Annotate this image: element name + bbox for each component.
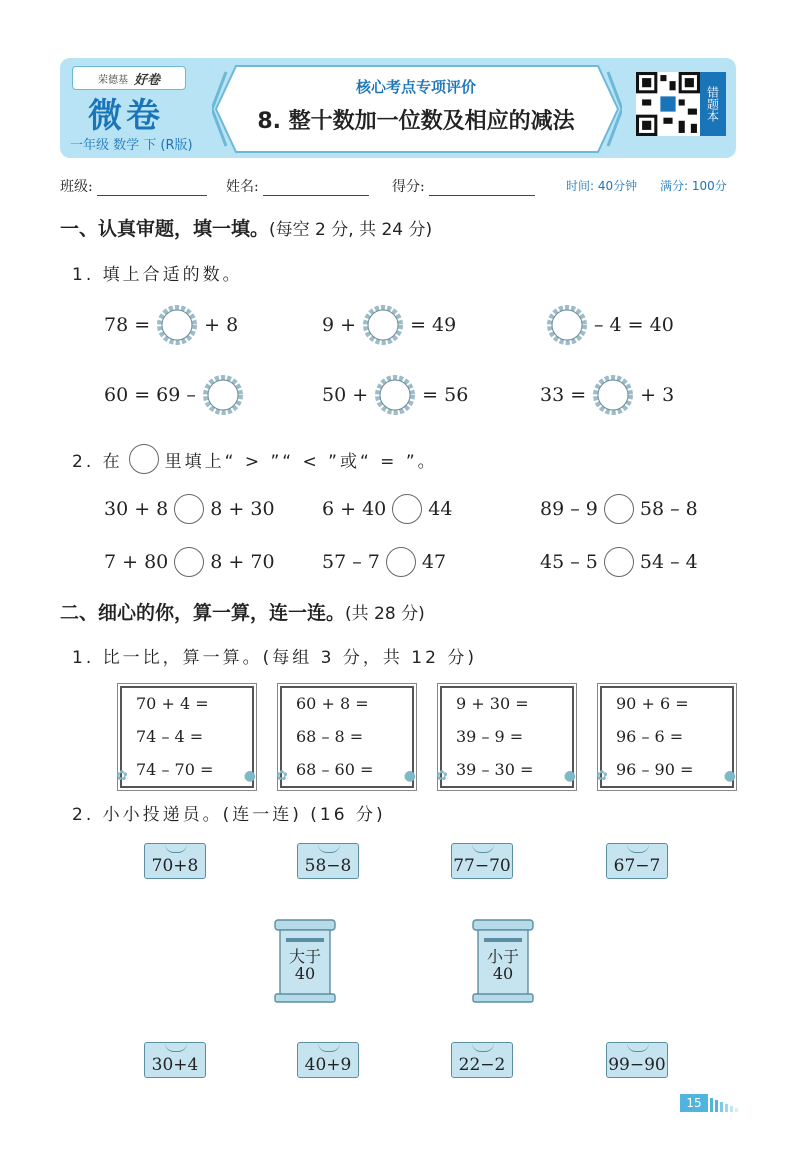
postbox[interactable] [470,918,536,1004]
compare-left: 7 + 80 [104,551,169,573]
compare-blank[interactable] [604,547,634,577]
compare-right: 54 – 4 [639,551,698,573]
envelope-flap-icon [472,1043,494,1052]
envelope-flap-icon [627,844,649,853]
equation-left: 60 = 69 – [104,384,196,406]
compare-item [322,494,452,524]
equation-left: 78 = [104,314,151,336]
grade-label: 一年级 数学 下 (R版) [70,138,193,153]
stone-icon: ● [723,768,736,784]
qr-label: 微课 [660,101,674,109]
calc-line[interactable]: 90 + 6 = [616,694,689,713]
score-field [392,176,535,196]
flower-blank-icon[interactable] [544,302,590,348]
grass-icon: ✿ [596,768,608,784]
calc-card [436,686,576,788]
calc-line[interactable]: 68 – 60 = [296,760,374,779]
question-2-2: 2. 小小投递员。(连一连) (16 分) [72,805,386,825]
compare-right: 8 + 70 [210,551,275,573]
compare-blank[interactable] [386,547,416,577]
envelope-label: 77−70 [453,856,511,876]
fill-item [104,302,238,348]
envelope-flap-icon [318,844,340,853]
section-1-note: (每空 2 分, 共 24 分) [269,220,433,240]
grass-icon: ✿ [116,768,128,784]
postbox-label: 小于 [486,947,519,966]
envelope-flap-icon [472,844,494,853]
calc-line[interactable]: 9 + 30 = [456,694,529,713]
section-2-title: 二、细心的你，算一算，连一连。 [60,602,346,624]
compare-blank[interactable] [174,494,204,524]
envelope-flap-icon [627,1043,649,1052]
compare-left: 45 – 5 [540,551,598,573]
calc-line[interactable]: 39 – 9 = [456,727,524,746]
calc-line[interactable]: 68 – 8 = [296,727,364,746]
subtitle: 核心考点专项评价 [355,78,476,96]
series-title: 微卷 [88,96,164,136]
fill-item [540,302,674,348]
equation-right: + 3 [640,384,675,406]
postbox[interactable] [272,918,338,1004]
calc-card [596,686,736,788]
name-label: 姓名: [226,179,259,195]
envelope[interactable] [606,1042,668,1078]
envelope[interactable] [451,1042,513,1078]
envelope[interactable] [451,843,513,879]
compare-item [104,547,275,577]
stone-icon: ● [243,768,256,784]
compare-item [540,494,698,524]
flower-blank-icon[interactable] [360,302,406,348]
compare-left: 30 + 8 [104,498,169,520]
fill-item [322,302,456,348]
equation-left: 33 = [540,384,587,406]
envelope-label: 99−90 [608,1055,666,1075]
section-1-title: 一、认真审题，填一填。 [60,218,270,240]
compare-right: 44 [428,498,453,520]
time-limit: 时间: 40分钟 [566,179,638,193]
question-2-1: 1. 比一比，算一算。(每组 3 分，共 12 分) [72,648,477,668]
bars-decoration-icon [710,1096,740,1112]
page-title: 8. 整十数加一位数及相应的减法 [257,109,575,134]
brand-series: 好卷 [133,72,160,88]
fill-item [322,372,468,418]
calc-line[interactable]: 96 – 90 = [616,760,694,779]
name-input[interactable] [263,181,369,196]
section-2-note: (共 28 分) [345,604,425,624]
question-text: 2. 在 [72,451,123,472]
envelope-label: 40+9 [304,1055,352,1075]
calc-card [116,686,256,788]
calc-line[interactable]: 70 + 4 = [136,694,209,713]
compare-right: 58 – 8 [639,498,698,520]
stone-icon: ● [403,768,416,784]
compare-right: 47 [421,551,447,573]
calc-line[interactable]: 74 – 4 = [136,727,204,746]
postbox-label: 大于 [288,947,321,966]
error-book-tab[interactable]: 错题本 [700,72,726,136]
compare-circle-icon [129,444,159,474]
compare-item [104,494,275,524]
section-1-heading [60,214,432,241]
compare-blank[interactable] [392,494,422,524]
equation-left: 9 + [322,314,357,336]
envelope[interactable] [144,1042,206,1078]
compare-blank[interactable] [604,494,634,524]
envelope-label: 30+4 [151,1055,199,1075]
brand-name: 荣德基 [97,74,128,86]
calc-card [276,686,416,788]
envelope-label: 58−8 [304,856,352,876]
full-score: 满分: 100分 [660,179,727,193]
calc-line[interactable]: 60 + 8 = [296,694,369,713]
equation-left: 50 + [322,384,369,406]
postbox-number: 40 [294,964,316,983]
envelope[interactable] [606,843,668,879]
flower-blank-icon[interactable] [590,372,636,418]
compare-left: 6 + 40 [322,498,387,520]
equation-right: = 56 [422,384,469,406]
class-input[interactable] [97,181,207,196]
equation-right: + 8 [204,314,239,336]
calc-line[interactable]: 96 – 6 = [616,727,684,746]
equation-right: – 4 = 40 [594,314,674,336]
envelope-label: 22−2 [458,1055,506,1075]
calc-line[interactable]: 39 – 30 = [456,760,534,779]
fill-item [104,372,250,418]
envelope[interactable] [297,843,359,879]
equation-right: = 49 [410,314,457,336]
compare-item [322,547,446,577]
question-1-2 [72,444,438,474]
stone-icon: ● [563,768,576,784]
grass-icon: ✿ [436,768,448,784]
score-label: 得分: [392,179,425,195]
envelope[interactable] [144,843,206,879]
envelope-flap-icon [165,1043,187,1052]
class-label: 班级: [60,179,93,195]
compare-left: 57 – 7 [322,551,380,573]
score-input[interactable] [429,181,535,196]
grass-icon: ✿ [276,768,288,784]
class-field [60,176,207,196]
compare-blank[interactable] [174,547,204,577]
section-2-heading [60,598,425,625]
name-field [226,176,369,196]
envelope[interactable] [297,1042,359,1078]
postbox-number: 40 [492,964,514,983]
compare-left: 89 – 9 [540,498,598,520]
page-number: 15 [680,1094,708,1112]
envelope-label: 67−7 [613,856,661,876]
question-1-1: 1. 填上合适的数。 [72,265,243,285]
flower-blank-icon[interactable] [200,372,246,418]
fill-item [540,372,674,418]
envelope-flap-icon [165,844,187,853]
compare-right: 8 + 30 [210,498,275,520]
flower-blank-icon[interactable] [372,372,418,418]
question-text: 里填上“ > ”“ < ”或“ = ”。 [164,451,438,472]
calc-line[interactable]: 74 – 70 = [136,760,214,779]
envelope-flap-icon [318,1043,340,1052]
compare-item [540,547,698,577]
envelope-label: 70+8 [151,856,199,876]
brand-logo [72,66,186,90]
flower-blank-icon[interactable] [154,302,200,348]
